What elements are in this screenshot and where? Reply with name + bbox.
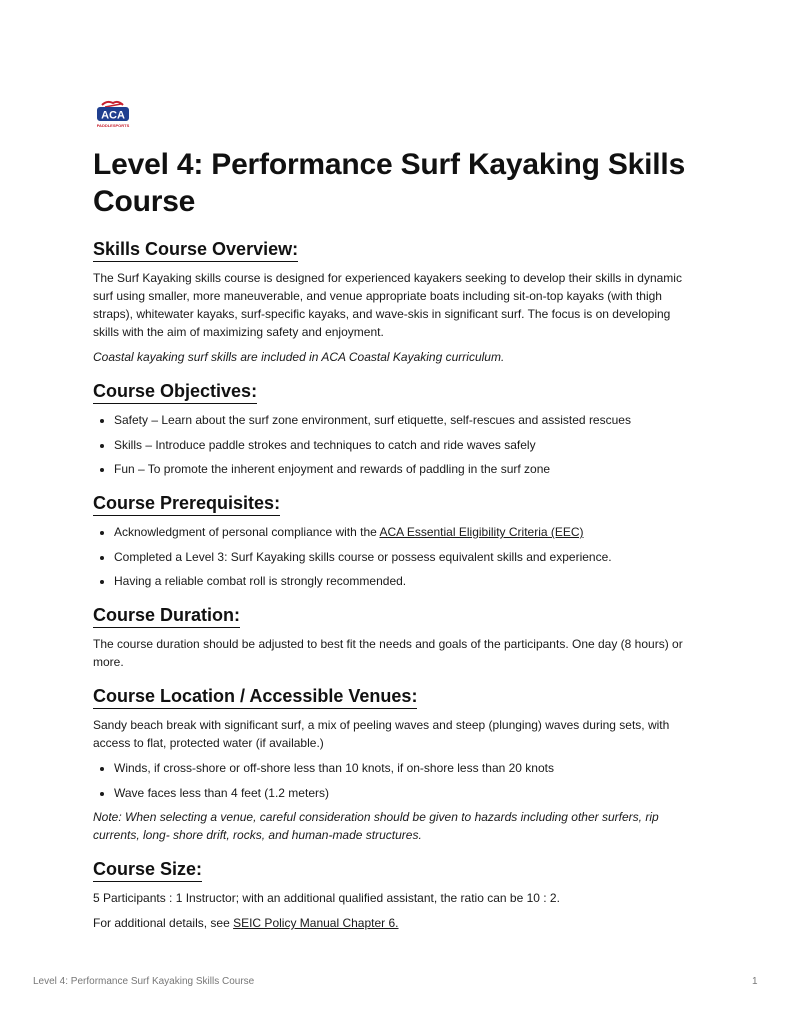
- duration-section: [93, 604, 699, 671]
- objectives-section: [93, 380, 699, 478]
- location-list: [93, 759, 699, 802]
- overview-heading: Skills Course Overview:: [93, 238, 298, 262]
- objectives-list: [93, 411, 699, 478]
- duration-body: The course duration should be adjusted to best fit the needs and goals of the participants. One day (8 hours) or more.: [93, 637, 683, 669]
- eec-prefix: Acknowledgment of personal compliance with the: [114, 525, 380, 539]
- logo-text: ACA: [101, 109, 125, 122]
- location-body: Sandy beach break with significant surf, a mix of peeling waves and steep (plunging) waves during sets, with access to flat, protected water (if available.): [93, 718, 670, 750]
- size-section: [93, 858, 699, 932]
- list-item: • Skills – Introduce paddle strokes and techniques to catch and ride waves safely: [114, 436, 699, 454]
- objectives-heading: Course Objectives:: [93, 380, 257, 404]
- location-section: [93, 685, 699, 844]
- page-number: 1: [752, 976, 758, 987]
- size-details-prefix: For additional details, see: [93, 916, 234, 930]
- size-heading: Course Size:: [93, 858, 202, 882]
- list-item: • Safety – Learn about the surf zone environment, surf etiquette, self-rescues and assisted rescues: [114, 411, 699, 429]
- footer-title: Level 4: Performance Surf Kayaking Skills Course: [33, 976, 255, 987]
- aca-logo-icon: [96, 98, 130, 130]
- duration-heading: Course Duration:: [93, 604, 240, 628]
- list-item: • Completed a Level 3: Surf Kayaking skills course or possess equivalent skills and experience.: [114, 548, 699, 566]
- seic-policy-link[interactable]: SEIC Policy Manual Chapter 6.: [233, 916, 399, 930]
- list-item: • Wave faces less than 4 feet (1.2 meters): [114, 784, 699, 802]
- overview-body: The Surf Kayaking skills course is designed for experienced kayakers seeking to develop their skills in dynamic surf using smaller, more maneuverable, and venue appropriate boats including sit-on-top kayaks (with thigh straps), whitewater kayaks, surf-specific kayaks, and wave-skis in significant surf. The focus is on developing skills with the aim of maximizing safety and enjoyment.: [93, 271, 682, 339]
- location-heading: Course Location / Accessible Venues:: [93, 685, 417, 709]
- list-item: • Having a reliable combat roll is strongly recommended.: [114, 572, 699, 590]
- prerequisites-list: [93, 523, 699, 590]
- overview-section: [93, 238, 699, 366]
- prerequisites-section: [93, 492, 699, 590]
- aca-logo: [96, 98, 130, 130]
- size-details: [93, 914, 699, 932]
- size-body: 5 Participants : 1 Instructor; with an additional qualified assistant, the ratio can be 10 : 2.: [93, 891, 560, 905]
- list-item: • Winds, if cross-shore or off-shore less than 10 knots, if on-shore less than 20 knots: [114, 759, 699, 777]
- list-item: • Fun – To promote the inherent enjoyment and rewards of paddling in the surf zone: [114, 460, 699, 478]
- list-item: [114, 523, 699, 541]
- document-body: [93, 238, 699, 946]
- overview-note: Coastal kayaking surf skills are included in ACA Coastal Kayaking curriculum.: [93, 350, 505, 364]
- prerequisites-heading: Course Prerequisites:: [93, 492, 280, 516]
- eec-link[interactable]: ACA Essential Eligibility Criteria (EEC): [379, 525, 584, 539]
- page-title: Level 4: Performance Surf Kayaking Skills Course: [93, 148, 686, 218]
- location-note: Note: When selecting a venue, careful consideration should be given to hazards including other surfers, rip currents, long- shore drift, rocks, and human-made structures.: [93, 810, 659, 842]
- logo-subtext: PADDLESPORTS: [96, 123, 130, 128]
